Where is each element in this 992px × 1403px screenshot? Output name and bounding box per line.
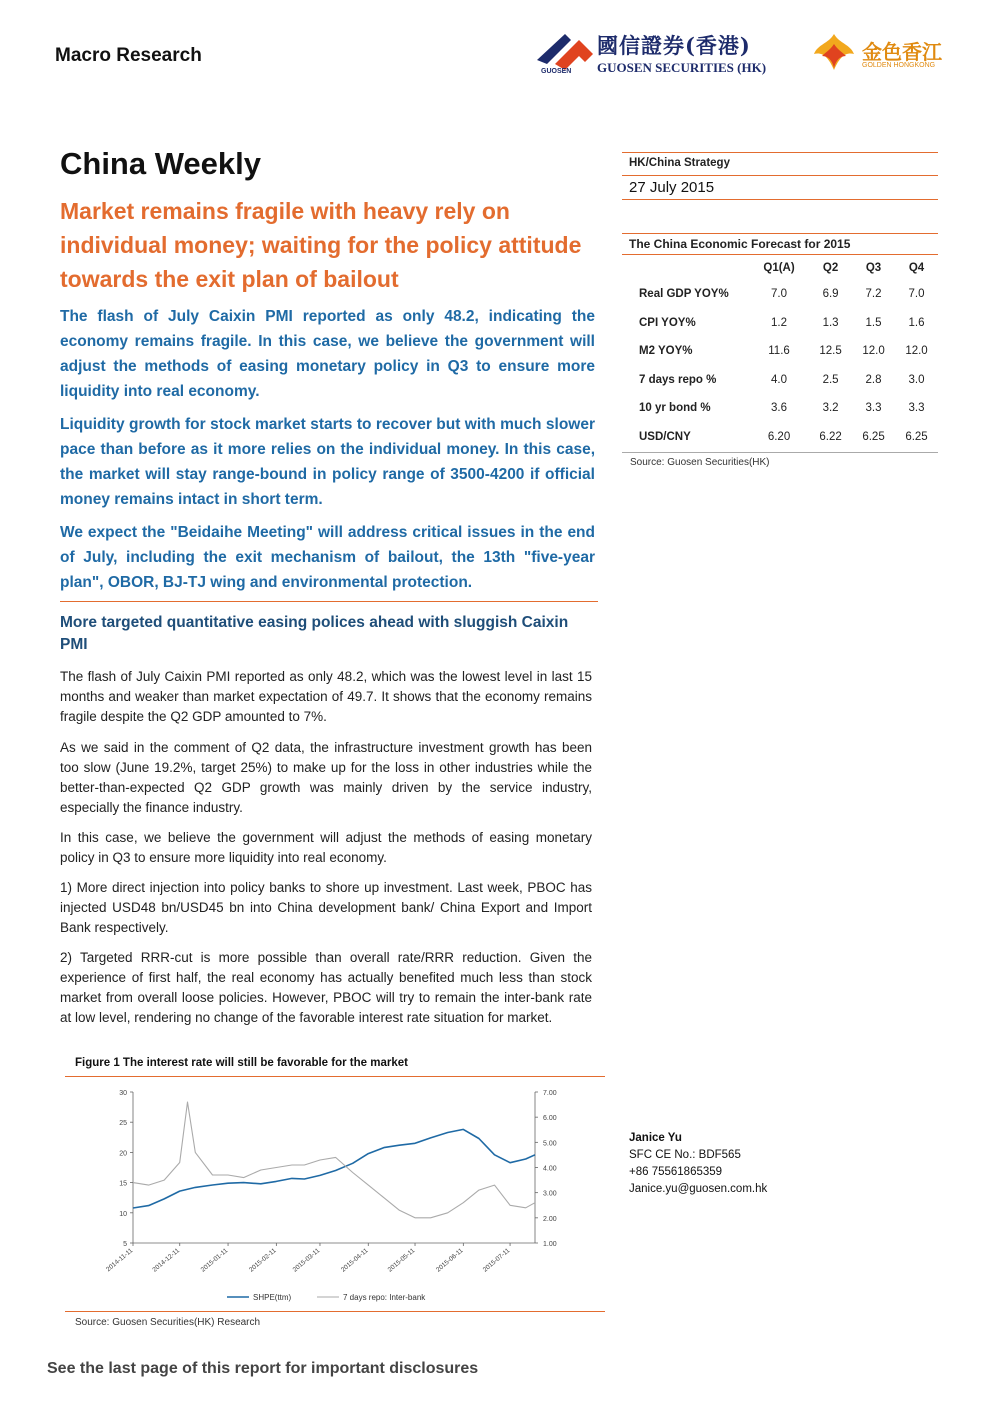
summary-paragraph: We expect the "Beidaihe Meeting" will address critical issues in the end of July, including the exit mechanism of bailout, the 13th "five-year plan", OBOR, BJ-TJ wing and environmental protection. <box>60 524 595 591</box>
cell: 2.8 <box>865 373 882 386</box>
guosen-logo-en: GUOSEN SECURITIES (HK) <box>597 60 767 75</box>
cell: 1.6 <box>908 316 925 329</box>
body-paragraph: 2) Targeted RRR-cut is more possible than overall rate/RRR reduction. Given the experience of first half, the real economy has actually benefited much less than stock market from overall loose policies. However, PBOC will try to remain the inter-bank rate at low level, rendering no change of the favorable interest rate situation for market. <box>60 950 592 1025</box>
cell: 7.2 <box>865 288 882 301</box>
cell: 3.6 <box>771 402 788 415</box>
golden-hongkong-icon <box>810 30 858 76</box>
x-axis-tick-label: 2015-04-11 <box>339 1247 370 1274</box>
right-axis-tick-label: 5.00 <box>543 1140 557 1148</box>
summary-paragraph: Liquidity growth for stock market starts to recover but with much slower pace than before as it more relies on the individual money. In this case, the market will stay range-bound in policy range of 3500-4200 if official money remains intact in short term. <box>60 416 595 508</box>
cell: 11.6 <box>768 345 790 358</box>
right-axis-tick-label: 7.00 <box>543 1090 557 1097</box>
x-axis-tick-label: 2015-01-11 <box>199 1247 230 1274</box>
legend-label: 7 days repo: Inter-bank <box>343 1293 426 1302</box>
guosen-logo-small: GUOSEN <box>541 68 572 75</box>
cell: 2.5 <box>822 373 839 386</box>
left-axis-tick-label: 10 <box>119 1210 127 1218</box>
x-axis-tick-label: 2015-05-11 <box>386 1247 417 1274</box>
report-category: HK/China Strategy <box>629 157 730 169</box>
cell: 3.3 <box>865 402 882 415</box>
cell: 12.5 <box>819 345 842 358</box>
cell: 6.9 <box>822 288 839 301</box>
divider <box>65 1076 605 1077</box>
figure-source: Source: Guosen Securities(HK) Research <box>75 1317 261 1328</box>
table-row <box>622 394 938 423</box>
left-axis-tick-label: 5 <box>123 1241 127 1248</box>
forecast-table <box>622 256 938 451</box>
cell: 3.0 <box>908 373 925 386</box>
left-axis-tick-label: 15 <box>119 1180 127 1188</box>
divider <box>622 233 938 234</box>
table-header: Q3 <box>865 262 882 274</box>
author-phone: +86 75561865359 <box>629 1166 723 1178</box>
divider <box>622 175 938 176</box>
golden-hongkong-logo <box>810 30 950 80</box>
x-axis-tick-label: 2014-12-11 <box>151 1247 182 1274</box>
cell: 1.2 <box>771 316 788 329</box>
row-label: CPI YOY% <box>639 316 696 329</box>
right-axis-tick-label: 3.00 <box>543 1190 557 1198</box>
table-row <box>622 337 938 366</box>
right-axis-tick-label: 6.00 <box>543 1115 557 1123</box>
body-paragraph: The flash of July Caixin PMI reported as only 48.2, which was the lowest level in last 15 months and weaker than market expectation of 49.7. It shows that the economy remains fragile despite the Q2 GDP amounted to 7%. <box>60 669 592 724</box>
divider <box>65 1311 605 1312</box>
forecast-title: The China Economic Forecast for 2015 <box>629 237 851 251</box>
divider <box>622 452 938 453</box>
forecast-source: Source: Guosen Securities(HK) <box>630 457 770 468</box>
guosen-logo-cn: 國信證券(香港) <box>597 33 751 58</box>
report-title: China Weekly <box>60 146 262 181</box>
row-label: USD/CNY <box>639 430 691 443</box>
row-label: M2 YOY% <box>639 345 693 358</box>
cell: 12.0 <box>905 345 928 358</box>
golden-hongkong-en: GOLDEN HONGKONG <box>862 62 936 69</box>
report-subtitle: Market remains fragile with heavy rely on individual money; waiting for the policy attitude towards the exit plan of bailout <box>60 198 582 292</box>
right-axis-tick-label: 2.00 <box>543 1215 557 1223</box>
disclaimer-footer: See the last page of this report for important disclosures <box>47 1360 479 1377</box>
left-axis-tick-label: 25 <box>119 1120 127 1128</box>
left-axis-tick-label: 30 <box>119 1090 127 1097</box>
x-axis-tick-label: 2014-11-11 <box>105 1247 135 1274</box>
author-block <box>629 1130 767 1198</box>
body-paragraph: 1) More direct injection into policy banks to shore up investment. Last week, PBOC has injected USD48 bn/USD45 bn into China development bank/ China Export and Import Bank respectively. <box>60 880 592 935</box>
right-axis-tick-label: 4.00 <box>543 1165 557 1173</box>
cell: 7.0 <box>771 288 788 301</box>
report-date: 27 July 2015 <box>629 179 715 196</box>
section-heading: More targeted quantitative easing polices ahead with sluggish Caixin PMI <box>60 614 569 653</box>
table-row <box>622 366 938 395</box>
divider <box>60 601 598 602</box>
repo-series-line <box>133 1102 535 1218</box>
right-axis-tick-label: 1.00 <box>543 1241 557 1248</box>
row-label: Real GDP YOY% <box>639 288 729 301</box>
section-label: Macro Research <box>55 45 202 66</box>
cell: 3.3 <box>908 402 925 415</box>
body-paragraph: In this case, we believe the government will adjust the methods of easing monetary policy in Q3 to ensure more liquidity into real economy. <box>60 830 592 865</box>
cell: 1.5 <box>865 316 882 329</box>
table-header: Q2 <box>822 262 839 274</box>
divider <box>622 254 938 255</box>
guosen-logo-icon <box>535 30 595 72</box>
summary-paragraph: The flash of July Caixin PMI reported as only 48.2, indicating the economy remains fragile. In this case, we believe the government will adjust the methods of easing monetary policy in Q3 to ensure more liquidity into real economy. <box>60 308 595 400</box>
divider <box>622 199 938 200</box>
cell: 6.22 <box>819 430 842 443</box>
cell: 6.20 <box>767 430 791 443</box>
cell: 6.25 <box>862 430 885 443</box>
cell: 7.0 <box>908 288 925 301</box>
x-axis-tick-label: 2015-06-11 <box>434 1247 465 1274</box>
legend-label: SHPE(ttm) <box>253 1293 292 1302</box>
table-header-row <box>622 256 938 280</box>
x-axis-tick-label: 2015-07-11 <box>481 1247 512 1274</box>
table-row <box>622 423 938 452</box>
divider <box>622 152 938 153</box>
row-label: 7 days repo % <box>639 373 717 386</box>
cell: 4.0 <box>771 373 788 386</box>
interest-rate-chart <box>65 1080 605 1308</box>
table-header: Q4 <box>908 262 925 274</box>
golden-hongkong-cn: 金色香江 <box>862 42 942 64</box>
x-axis-tick-label: 2015-02-11 <box>248 1247 278 1274</box>
table-row <box>622 280 938 309</box>
left-axis-tick-label: 20 <box>119 1150 127 1158</box>
row-label: 10 yr bond % <box>639 402 711 415</box>
table-row <box>622 309 938 338</box>
cell: 1.3 <box>822 316 839 329</box>
author-email[interactable]: Janice.yu@guosen.com.hk <box>629 1183 768 1195</box>
cell: 3.2 <box>822 402 839 415</box>
table-header <box>622 256 749 280</box>
x-axis-tick-label: 2015-03-11 <box>291 1247 322 1274</box>
cell: 12.0 <box>862 345 885 358</box>
guosen-logo <box>535 28 815 78</box>
author-sfc: SFC CE No.: BDF565 <box>629 1149 741 1161</box>
table-header: Q1(A) <box>763 262 795 274</box>
figure-title: Figure 1 The interest rate will still be favorable for the market <box>75 1057 408 1069</box>
cell: 6.25 <box>905 430 928 443</box>
body-paragraph: As we said in the comment of Q2 data, the infrastructure investment growth has been too slow (June 19.2%, target 25%) to make up for the loss in other industries while the better-than-expected Q2 GDP growth was mainly driven by the service industry, especially the finance industry. <box>60 740 592 815</box>
author-name: Janice Yu <box>629 1132 682 1144</box>
